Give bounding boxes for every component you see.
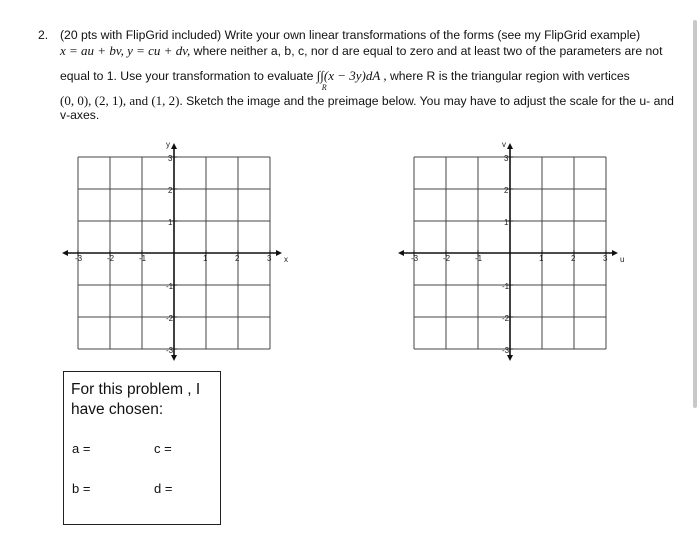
down-arrow-icon bbox=[171, 355, 177, 361]
v-tick-label: -3 bbox=[502, 346, 510, 355]
left-arrow-icon bbox=[62, 250, 68, 256]
v-tick-label: 1 bbox=[504, 218, 509, 227]
v-tick-label: 3 bbox=[504, 154, 509, 163]
integral-region-subscript: R bbox=[321, 83, 327, 92]
problem-line-4 bbox=[60, 93, 674, 109]
up-arrow-icon bbox=[507, 143, 513, 149]
double-integral: ∫∫(x − 3y)dA , R bbox=[316, 68, 387, 92]
vertical-scrollbar[interactable] bbox=[693, 20, 697, 408]
v-tick-label: 2 bbox=[168, 186, 173, 195]
h-tick-label: 2 bbox=[235, 254, 240, 263]
v-tick-label: -2 bbox=[166, 314, 174, 323]
h-tick-label: 3 bbox=[267, 254, 272, 263]
problem-number: 2. bbox=[38, 28, 49, 42]
up-arrow-icon bbox=[171, 143, 177, 149]
h-tick-label: -1 bbox=[139, 254, 147, 263]
v-tick-label: -2 bbox=[502, 314, 510, 323]
sketch-instruction: Sketch the image and the preimage below. You may have to adjust the scale for the u- and bbox=[182, 94, 674, 108]
v-tick-label: -1 bbox=[166, 282, 174, 291]
xy-grid bbox=[60, 140, 290, 365]
chosen-parameters-box bbox=[63, 371, 221, 525]
problem-line-3 bbox=[60, 68, 630, 92]
chosen-title: For this problem , I have chosen: bbox=[71, 381, 201, 419]
v-axis-label: v bbox=[502, 140, 506, 149]
down-arrow-icon bbox=[507, 355, 513, 361]
region-text: where R is the triangular region with vertices bbox=[389, 69, 630, 83]
h-axis-label: x bbox=[284, 255, 288, 264]
param-a-label: a = bbox=[72, 441, 91, 456]
h-axis-label: u bbox=[620, 255, 625, 264]
param-b-label: b = bbox=[72, 481, 91, 496]
evaluate-text: equal to 1. Use your transformation to evaluate bbox=[60, 69, 314, 83]
param-d-label: d = bbox=[154, 481, 173, 496]
transformation-formula: x = au + bv, y = cu + dv, bbox=[60, 43, 191, 58]
transformation-conditions: where neither a, b, c, nor d are equal to zero and at least two of the parameters are not bbox=[190, 44, 663, 58]
h-tick-label: 1 bbox=[539, 254, 544, 263]
left-arrow-icon bbox=[398, 250, 404, 256]
problem-line-2 bbox=[60, 43, 662, 59]
v-tick-label: -1 bbox=[502, 282, 510, 291]
h-tick-label: -3 bbox=[75, 254, 83, 263]
h-tick-label: 3 bbox=[603, 254, 608, 263]
h-tick-label: -2 bbox=[107, 254, 115, 263]
right-arrow-icon bbox=[612, 250, 618, 256]
h-tick-label: 1 bbox=[203, 254, 208, 263]
problem-line-5: v-axes. bbox=[60, 108, 100, 122]
h-tick-label: 2 bbox=[571, 254, 576, 263]
v-tick-label: 1 bbox=[168, 218, 173, 227]
right-arrow-icon bbox=[276, 250, 282, 256]
v-tick-label: -3 bbox=[166, 346, 174, 355]
triangle-vertices: (0, 0), (2, 1), and (1, 2). bbox=[60, 93, 183, 108]
param-c-label: c = bbox=[154, 441, 172, 456]
v-tick-label: 3 bbox=[168, 154, 173, 163]
h-tick-label: -3 bbox=[411, 254, 419, 263]
problem-line-1: (20 pts with FlipGrid included) Write your own linear transformations of the forms (see my FlipGrid example) bbox=[60, 28, 641, 42]
v-axis-label: y bbox=[166, 140, 170, 149]
v-tick-label: 2 bbox=[504, 186, 509, 195]
uv-grid bbox=[396, 140, 636, 365]
h-tick-label: -2 bbox=[443, 254, 451, 263]
h-tick-label: -1 bbox=[475, 254, 483, 263]
